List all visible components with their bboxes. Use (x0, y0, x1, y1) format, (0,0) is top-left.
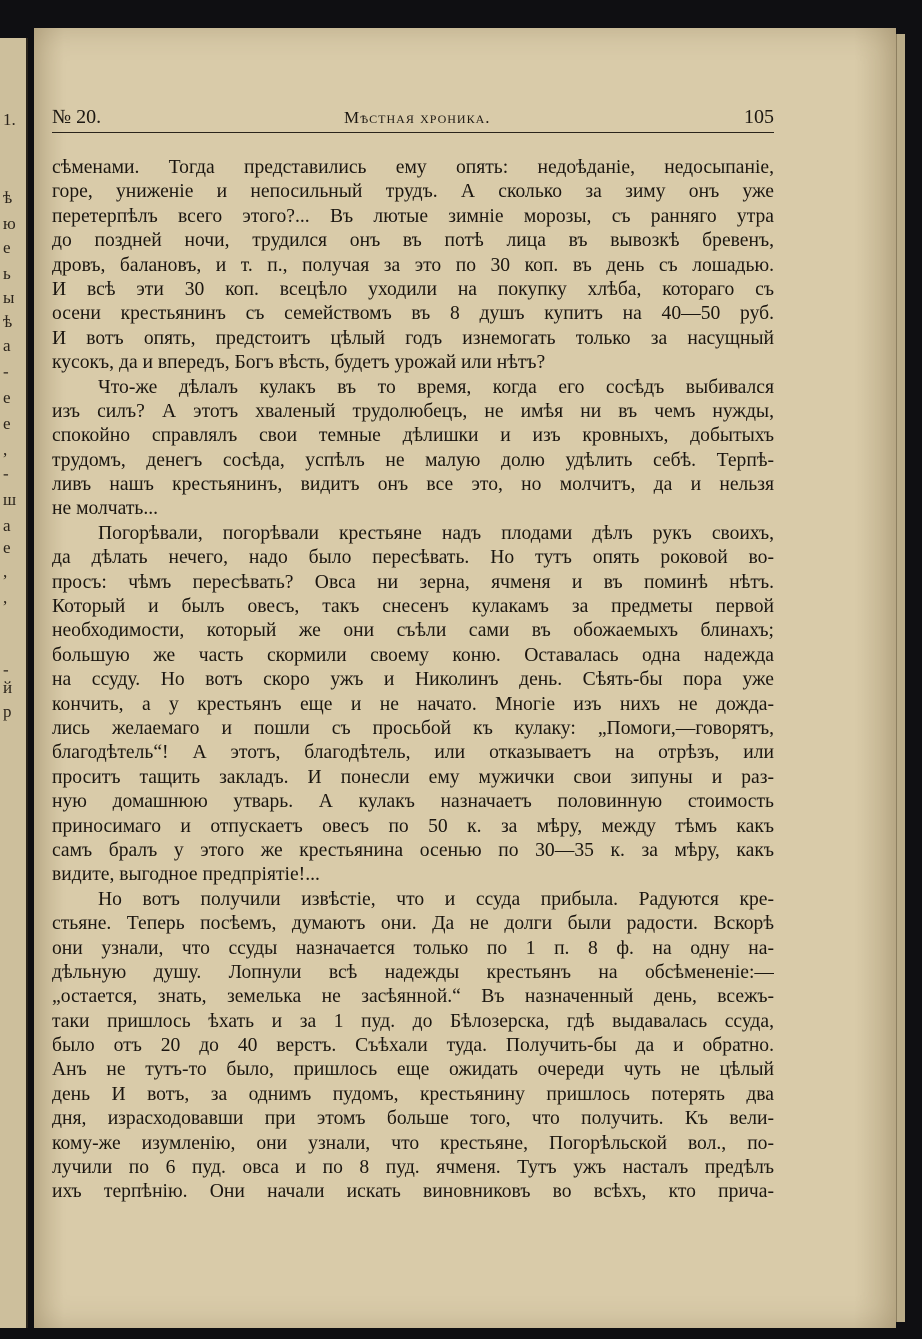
margin-fragment: е (3, 238, 11, 257)
margin-fragment: - (3, 660, 9, 679)
text-line: таки пришлось ѣхать и за 1 пуд. до Бѣлозерска, гдѣ выдавалась ссуда, (52, 1010, 774, 1032)
text-line: трудомъ, денегъ сосѣда, успѣлъ не малую долю удѣлить себѣ. Терпѣ- (52, 449, 774, 471)
margin-fragment: ю (3, 214, 16, 233)
margin-fragment: ѣ (3, 188, 13, 207)
text-line: ную домашнюю утварь. А кулакъ назначаетъ половинную стоимость (52, 791, 774, 813)
text-line: было отъ 20 до 40 верстъ. Съѣхали туда. Получить-бы да и обратно. (52, 1035, 774, 1057)
adjacent-page-edge (0, 38, 28, 1328)
text-line: Который и былъ овесъ, такъ снесенъ кулакамъ за предметы первой (52, 596, 774, 618)
text-line: ливъ нашъ крестьянинъ, видитъ онъ все это, но молчитъ, да и нельзя (52, 474, 774, 496)
margin-fragment: а (3, 336, 11, 355)
book-page (34, 28, 896, 1328)
text-line: спокойно справлялъ свои темные дѣлишки и изъ кровныхъ, добытыхъ (52, 425, 774, 447)
text-line: ихъ терпѣнію. Они начали искать виновниковъ во всѣхъ, кто прича- (52, 1181, 774, 1203)
text-line: горе, униженіе и непосильный трудъ. А сколько за зиму онъ уже (52, 181, 774, 203)
text-line: лучили по 6 пуд. овса и по 8 пуд. ячменя. Тутъ ужъ насталъ предѣлъ (52, 1157, 774, 1179)
text-line: просъ: чѣмъ пересѣвать? Овса ни зерна, ячменя и въ поминѣ нѣтъ. (52, 571, 774, 593)
body-text (52, 156, 774, 1205)
margin-fragment: - (3, 464, 9, 483)
text-line: „остается, знать, земелька не засѣянной.“ Въ назначенный день, всежъ- (52, 986, 774, 1008)
text-line: да дѣлать нечего, надо было пересѣвать. Но тутъ опять роковой во- (52, 547, 774, 569)
text-line: кому-же изумленію, они узнали, что крестьяне, Погорѣльской вол., по- (52, 1132, 774, 1154)
text-line: приносимаго и отпускаетъ овесъ по 50 к. за мѣру, между тѣмъ какъ (52, 815, 774, 837)
margin-fragment: 1. (3, 110, 16, 129)
text-line: Погорѣвали, погорѣвали крестьяне надъ плодами дѣлъ рукъ своихъ, (98, 522, 774, 544)
text-line: Что-же дѣлалъ кулакъ въ то время, когда его сосѣдъ выбивался (98, 376, 774, 398)
text-line: кусокъ, да и впередъ, Богъ вѣсть, будетъ урожай или нѣтъ? (52, 352, 546, 374)
section-title: Мѣстная хроника. (344, 108, 491, 127)
text-line: кончить, а у крестьянъ еще и не начато. Многіе изъ нихъ не дожда- (52, 693, 774, 715)
margin-fragment: е (3, 414, 11, 433)
margin-fragment: , (3, 562, 8, 581)
text-line: большую же часть скормили своему коню. Оставалась одна надежда (52, 644, 774, 666)
issue-number: № 20. (52, 106, 102, 128)
text-line: проситъ тащить закладъ. И понесли ему мужички свои зипуны и раз- (52, 766, 774, 788)
text-line: дня, израсходовавши при этомъ больше того, что получить. Къ вели- (52, 1108, 774, 1130)
text-line: день И вотъ, за однимъ пудомъ, крестьянину пришлось потерять два (52, 1083, 774, 1105)
text-line: дѣльную душу. Лопнули всѣ надежды крестьянъ на обсѣмененіе:— (52, 961, 774, 983)
margin-fragment: е (3, 388, 11, 407)
margin-fragment: й (3, 678, 13, 697)
page-stack-edge (896, 34, 905, 1322)
margin-fragment: ы (3, 288, 15, 307)
text-line: до поздней ночи, трудился онъ въ потѣ лица въ вывозкѣ бревенъ, (52, 230, 774, 252)
margin-fragment: ь (3, 264, 11, 283)
text-line: осени крестьянинъ съ семействомъ въ 8 душъ купитъ на 40—50 руб. (52, 303, 774, 325)
text-line: на ссуду. Но вотъ скоро ужъ и Николинъ день. Сѣять-бы пора уже (52, 669, 774, 691)
margin-fragment: а (3, 516, 11, 535)
margin-fragment: - (3, 362, 9, 381)
text-line: изъ силъ? А этотъ хваленый трудолюбецъ, не имѣя ни въ чемъ нужды, (52, 400, 774, 422)
page-number: 105 (744, 106, 774, 128)
text-line: самъ бралъ у этого же крестьянина осенью по 30—35 к. за мѣру, какъ (52, 839, 774, 861)
margin-fragment: ѣ (3, 312, 13, 331)
margin-fragment: ш (3, 490, 17, 509)
text-line: они узнали, что ссуды назначается только по 1 п. 8 ф. на одну на- (52, 937, 774, 959)
text-line: видите, выгодное предпріятіе!... (52, 864, 320, 886)
text-line: стьяне. Теперь посѣемъ, думаютъ они. Да не долги были радости. Вскорѣ (52, 913, 774, 935)
text-line: лись желаемаго и пошли съ просьбой къ кулаку: „Помоги,—говорятъ, (52, 717, 774, 739)
margin-fragment: р (3, 702, 12, 721)
text-line: перетерпѣлъ всего этого?... Въ лютые зимніе морозы, съ ранняго утра (52, 205, 774, 227)
text-line: дровъ, балановъ, и т. п., получая за это по 30 коп. въ день съ лошадью. (52, 254, 774, 276)
margin-fragment: , (3, 440, 8, 459)
text-line: Но вотъ получили извѣстіе, что и ссуда прибыла. Радуются кре- (98, 888, 774, 910)
text-line: И вотъ опять, предстоитъ цѣлый годъ изнемогать только за насущный (52, 327, 774, 349)
running-header (52, 106, 774, 132)
text-line: необходимости, который же они съѣли сами въ обожаемыхъ блинахъ; (52, 620, 774, 642)
text-line: И всѣ эти 30 коп. всецѣло уходили на покупку хлѣба, котораго съ (52, 278, 774, 300)
text-line: Анъ не тутъ-то было, пришлось еще ожидать очереди чуть не цѣлый (52, 1059, 774, 1081)
header-rule (52, 132, 774, 133)
margin-fragment: , (3, 588, 8, 607)
text-line: благодѣтель“! А этотъ, благодѣтель, или отказываетъ на отрѣзъ, или (52, 742, 774, 764)
text-line: не молчать... (52, 498, 159, 520)
text-line: сѣменами. Тогда представились ему опять: недоѣданіе, недосыпаніе, (52, 157, 774, 178)
margin-fragment: е (3, 538, 11, 557)
